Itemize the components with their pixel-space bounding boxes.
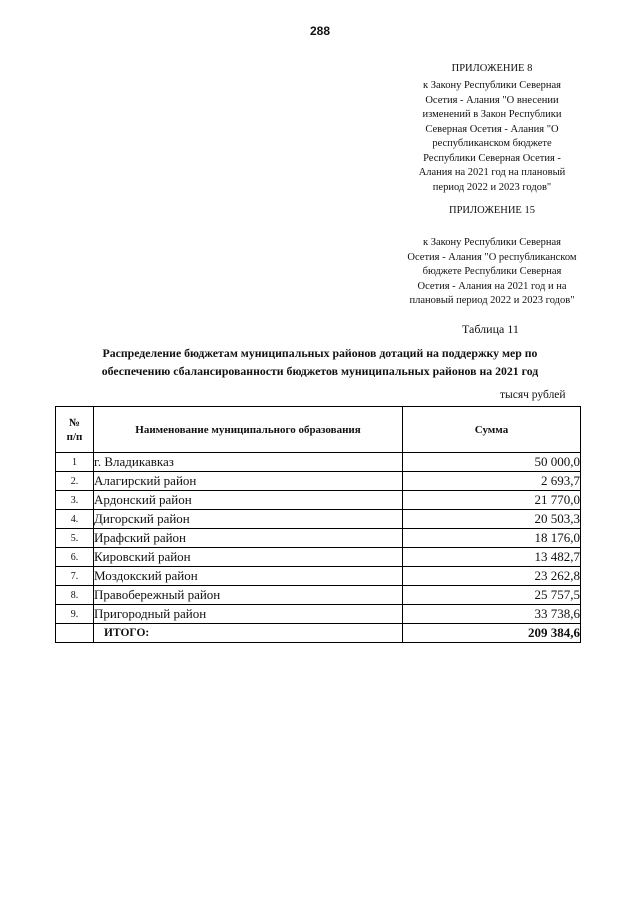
appendix-8-line: Республики Северная Осетия - (423, 152, 561, 164)
table-row (56, 586, 581, 605)
row-sum: 20 503,3 (403, 510, 581, 529)
table-row (56, 567, 581, 586)
table-row (56, 491, 581, 510)
row-name: Ирафский район (94, 529, 403, 548)
row-sum: 13 482,7 (403, 548, 581, 567)
page-number: 288 (309, 24, 331, 38)
row-sum: 23 262,8 (403, 567, 581, 586)
header-sum: Сумма (403, 407, 581, 453)
row-name: Кировский район (94, 548, 403, 567)
row-name: Правобережный район (94, 586, 403, 605)
row-name: Алагирский район (94, 472, 403, 491)
row-sum: 50 000,0 (403, 453, 581, 472)
total-row (56, 624, 581, 643)
table-row (56, 605, 581, 624)
appendix-15-line: Осетия - Алания на 2021 год и на (417, 280, 567, 292)
title-line: обеспечению сбалансированности бюджетов муниципальных районов на 2021 год (101, 364, 539, 378)
row-sum: 33 738,6 (403, 605, 581, 624)
units-label: тысяч рублей (500, 389, 566, 401)
document-title (60, 344, 580, 380)
header-number-sign: № (68, 416, 81, 429)
row-sum: 2 693,7 (403, 472, 581, 491)
row-sum: 18 176,0 (403, 529, 581, 548)
total-sum: 209 384,6 (403, 624, 581, 643)
row-number: 4. (56, 510, 94, 529)
row-number: 9. (56, 605, 94, 624)
appendix-15-line: плановый период 2022 и 2023 годов" (409, 295, 575, 306)
row-sum: 21 770,0 (403, 491, 581, 510)
row-name: Дигорский район (94, 510, 403, 529)
appendix-8-line: республиканском бюджете (432, 138, 552, 149)
appendix-15-line: к Закону Республики Северная (423, 237, 561, 248)
row-name: Пригородный район (94, 605, 403, 624)
table-row (56, 472, 581, 491)
table-row (56, 510, 581, 529)
appendix-8-line: Северная Осетия - Алания "О (425, 123, 559, 135)
appendix-8-title: ПРИЛОЖЕНИЕ 8 (451, 63, 533, 74)
appendix-15-line: Осетия - Алания "О республиканском (407, 251, 577, 263)
header-name: Наименование муниципального образования (94, 407, 403, 453)
budget-table (55, 406, 581, 643)
row-number: 5. (56, 529, 94, 548)
appendix-8-text (392, 79, 592, 195)
row-name: Моздокский район (94, 567, 403, 586)
row-number: 8. (56, 586, 94, 605)
total-label: ИТОГО: (94, 624, 403, 643)
row-number: 2. (56, 472, 94, 491)
appendix-15-title: ПРИЛОЖЕНИЕ 15 (449, 205, 535, 216)
row-number: 3. (56, 491, 94, 510)
table-row (56, 548, 581, 567)
row-number: 7. (56, 567, 94, 586)
appendix-15-text (392, 236, 592, 309)
table-row (56, 529, 581, 548)
header-number-abbr: п/п (66, 430, 83, 443)
row-name: Ардонский район (94, 491, 403, 510)
title-line: Распределение бюджетам муниципальных районов дотаций на поддержку мер по (102, 346, 538, 360)
table-row (56, 453, 581, 472)
appendix-8-line: Алания на 2021 год на плановый (418, 167, 566, 178)
appendix-8-line: к Закону Республики Северная (423, 80, 561, 91)
appendix-8-line: период 2022 и 2023 годов" (432, 181, 552, 193)
table-header-row (56, 407, 581, 453)
total-number (56, 624, 94, 643)
row-number: 6. (56, 548, 94, 567)
appendix-15-line: бюджете Республики Северная (422, 266, 562, 277)
appendix-8-line: Осетия - Алания "О внесении (425, 94, 559, 106)
appendix-8-line: изменений в Закон Республики (422, 109, 562, 120)
row-sum: 25 757,5 (403, 586, 581, 605)
row-name: г. Владикавказ (94, 453, 403, 472)
header-number (56, 407, 94, 453)
row-number: 1 (56, 453, 94, 472)
table-label: Таблица 11 (462, 322, 519, 336)
